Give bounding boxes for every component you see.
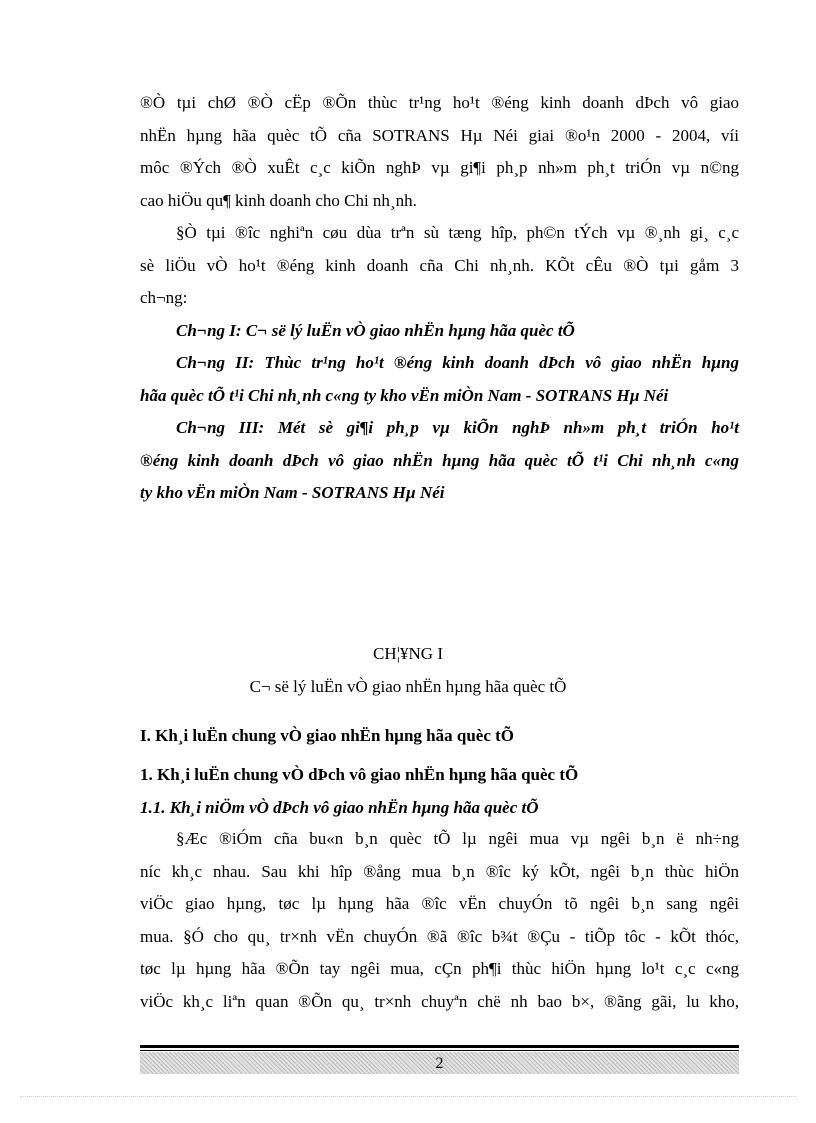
intro-line-1: ®Ò tµi chØ ®Ò cËp ®Õn thùc tr¹ng ho¹t ®éng kinh doanh dÞch vô giao — [140, 93, 739, 112]
section-heading-1-1-1: 1.1. Kh¸i niÖm vÒ dÞch vô giao nhËn hµng hãa quèc tÕ — [140, 798, 539, 817]
body-line-4: mua. §Ó cho qu¸ tr×nh vËn chuyÓn ®ã ®îc b¾t ®Çu - tiÕp tôc - kÕt thóc, — [140, 927, 739, 946]
chapter-heading: CH¦¥NG I — [373, 644, 443, 663]
outline-chapter-3-line-3: ty kho vËn miÒn Nam - SOTRANS Hµ Néi — [140, 483, 445, 502]
structure-line-1: §Ò tµi ®îc nghiªn cøu dùa trªn sù tæng hîp, ph©n tÝch vµ ®¸nh gi¸ c¸c — [176, 223, 739, 242]
structure-line-3: ch¬ng: — [140, 288, 188, 307]
footer-rule-thin — [140, 1050, 739, 1051]
body-line-3: viÖc giao hµng, tøc lµ hµng hãa ®îc vËn chuyÓn tõ ngêi b¸n sang ngêi — [140, 894, 739, 913]
body-line-1: §Æc ®iÓm cña bu«n b¸n quèc tÕ lµ ngêi mua vµ ngêi b¸n ë nh÷ng — [176, 829, 739, 848]
footer-rule-thick — [140, 1045, 739, 1048]
chapter-subtitle: C¬ së lý luËn vÒ giao nhËn hµng hãa quèc tÕ — [249, 677, 567, 696]
outline-chapter-1: Ch¬ng I: C¬ së lý luËn vÒ giao nhËn hµng hãa quèc tÕ — [176, 321, 575, 340]
intro-line-4: cao hiÖu qu¶ kinh doanh cho Chi nh¸nh. — [140, 191, 417, 210]
body-line-2: níc kh¸c nhau. Sau khi hîp ®ång mua b¸n ®îc ký kÕt, ngêi b¸n thùc hiÖn — [140, 862, 739, 881]
section-heading-1: I. Kh¸i luËn chung vÒ giao nhËn hµng hãa quèc tÕ — [140, 726, 514, 745]
outline-chapter-3-line-2: ®éng kinh doanh dÞch vô giao nhËn hµng hãa quèc tÕ t¹i Chi nh¸nh c«ng — [140, 451, 739, 470]
body-line-6: viÖc kh¸c liªn quan ®Õn qu¸ tr×nh chuyªn chë nh bao b×, ®ãng gãi, lu kho, — [140, 992, 739, 1011]
page-number: 2 — [435, 1055, 444, 1072]
body-line-5: tøc lµ hµng hãa ®Õn tay ngêi mua, cÇn ph¶i thùc hiÖn hµng lo¹t c¸c c«ng — [140, 959, 739, 978]
outline-chapter-2-line-2: hãa quèc tÕ t¹i Chi nh¸nh c«ng ty kho vËn miÒn Nam - SOTRANS Hµ Néi — [140, 386, 669, 405]
structure-line-2: sè liÖu vÒ ho¹t ®éng kinh doanh cña Chi nh¸nh. KÕt cÊu ®Ò tµi gåm 3 — [140, 256, 739, 275]
section-heading-1-1: 1. Kh¸i luËn chung vÒ dÞch vô giao nhËn hµng hãa quèc tÕ — [140, 765, 579, 784]
page-edge-divider — [20, 1096, 796, 1097]
outline-chapter-3-line-1: Ch¬ng III: Mét sè gi¶i ph¸p vµ kiÕn nghÞ nh»m ph¸t triÓn ho¹t — [176, 418, 739, 437]
intro-line-2: nhËn hµng hãa quèc tÕ cña SOTRANS Hµ Néi giai ®o¹n 2000 - 2004, víi — [140, 126, 739, 145]
intro-line-3: môc ®Ých ®Ò xuÊt c¸c kiÕn nghÞ vµ gi¶i ph¸p nh»m ph¸t triÓn vµ n©ng — [140, 158, 739, 177]
outline-chapter-2-line-1: Ch¬ng II: Thùc tr¹ng ho¹t ®éng kinh doanh dÞch vô giao nhËn hµng — [176, 353, 739, 372]
